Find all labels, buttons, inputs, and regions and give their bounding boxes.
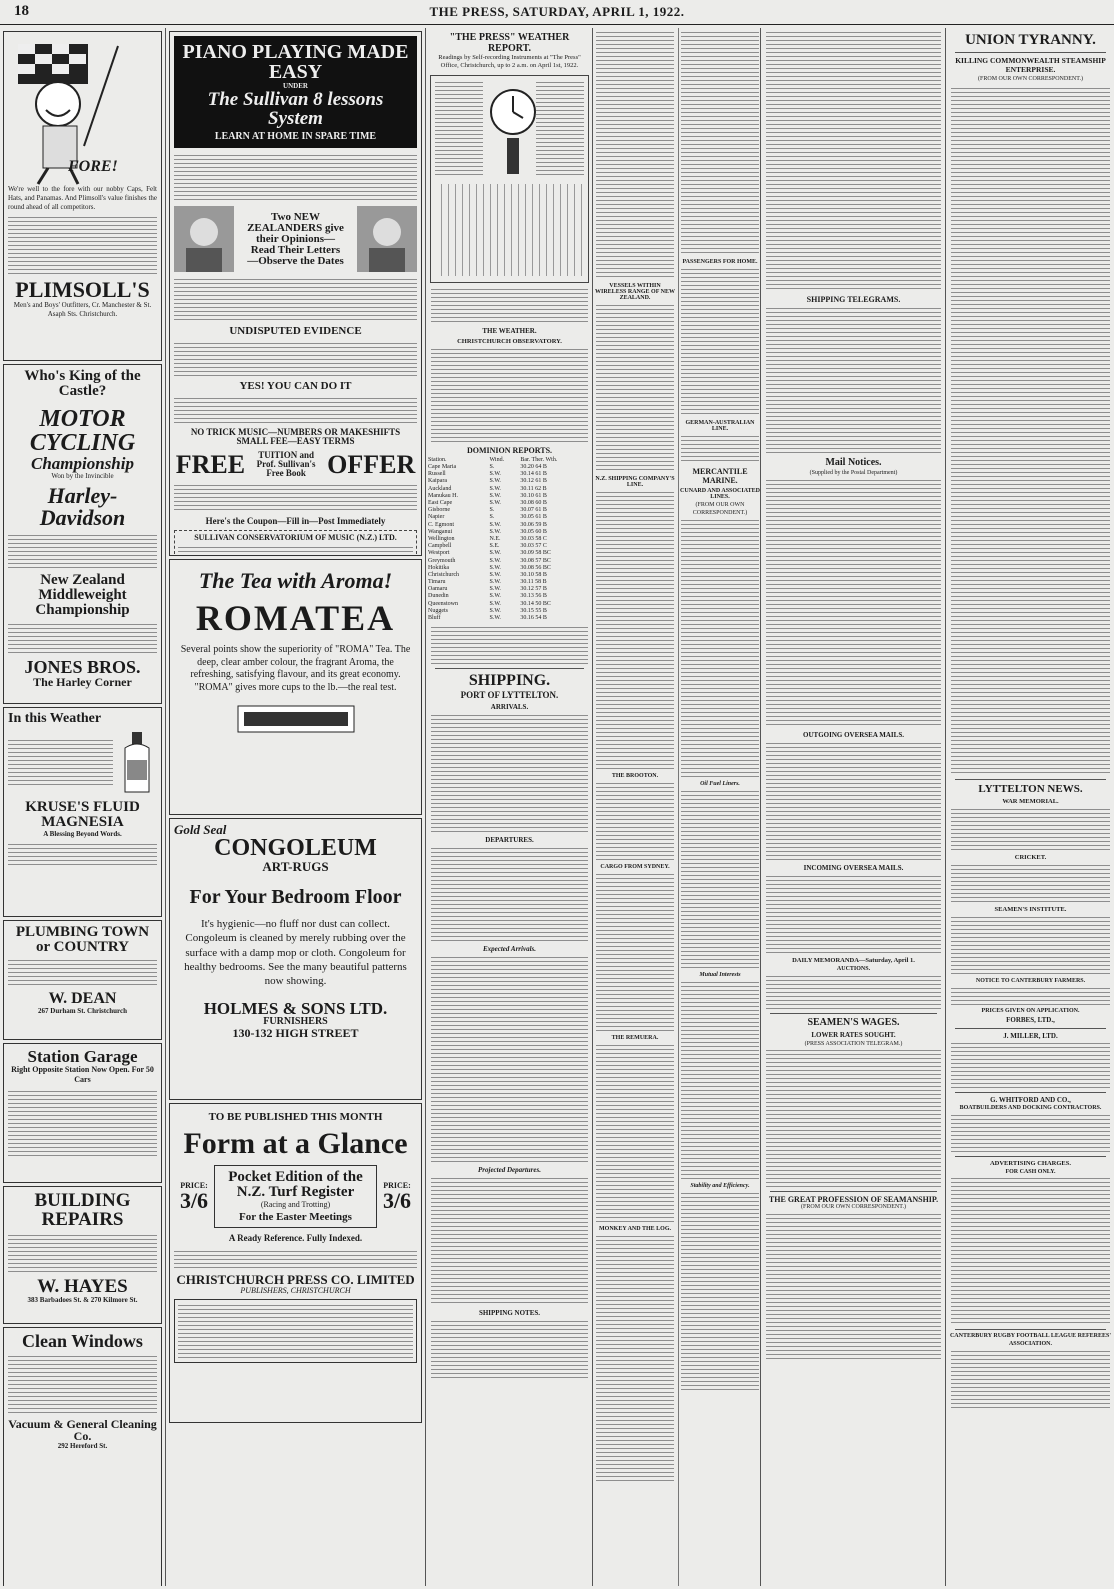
hayes-address: 383 Barbadoes St. & 270 Kilmore St.: [27, 1296, 138, 1304]
conservatorium-name: SULLIVAN CONSERVATORIUM OF MUSIC (N.Z.) LTD.: [194, 533, 397, 542]
press-publishers: PUBLISHERS, CHRISTCHURCH: [240, 1286, 351, 1295]
col-telegrams-mails: [762, 28, 945, 1586]
body-text-lines: [8, 622, 157, 654]
congoleum-copy: It's hygienic—no fluff nor dust can collect. Congoleum is cleaned by merely rubbing over the surface with a damp mop or cloth. Congoleum for healthy bedrooms. See the many beautiful patterns now showing.: [184, 918, 407, 988]
column-rule: [945, 28, 946, 1586]
body-text-lines: [766, 874, 941, 954]
body-text-lines: [431, 713, 588, 833]
body-text-lines: [431, 347, 588, 443]
harley-corner: The Harley Corner: [33, 674, 132, 689]
outgoing-mails-heading: OUTGOING OVERSEA MAILS.: [803, 730, 904, 739]
station-row: Campbell S.E. 30.03 57 C: [428, 543, 547, 550]
price-value: 3/6: [382, 1187, 412, 1213]
body-text-lines: [174, 277, 417, 321]
harley-who: Who's King of the Castle?: [24, 368, 141, 399]
col-union-lyttelton: [947, 28, 1114, 1586]
station-row: Hokitika S.W. 30.08 56 BC: [428, 564, 551, 571]
bottle-illustration: [117, 730, 157, 794]
plimsoll-address: Men's and Boys' Outfitters, Cr. Manchester & St. Asaph Sts. Christchurch.: [13, 301, 152, 318]
body-text-lines: [8, 842, 157, 868]
undisputed-evidence: UNDISPUTED EVIDENCE: [229, 325, 362, 337]
portrait-photo: [174, 206, 234, 272]
building-ad: [3, 1186, 162, 1324]
cargo-heading: CARGO FROM SYDNEY.: [600, 864, 670, 870]
offer-word: OFFER: [327, 449, 416, 479]
station-row: Wellington N.E. 30.03 58 C: [428, 535, 547, 542]
incoming-mails-heading: INCOMING OVERSEA MAILS.: [803, 863, 904, 872]
two-new-zealanders: Two NEW ZEALANDERS give their Opinions—Read Their Letters—Observe the Dates: [247, 210, 344, 267]
jones-bros: JONES BROS.: [24, 656, 141, 677]
body-text-lines: [431, 846, 588, 942]
station-row: Greymouth S.W. 30.08 57 BC: [428, 557, 551, 564]
kruse-weather: In this Weather: [8, 711, 102, 726]
nzsc-heading: N.Z. SHIPPING COMPANY'S LINE.: [595, 476, 675, 488]
masthead: THE PRESS, SATURDAY, APRIL 1, 1922.: [429, 4, 685, 19]
body-text-lines: [681, 789, 759, 969]
body-text-lines: [766, 1212, 941, 1362]
body-text-lines: [681, 518, 759, 778]
own-correspondent: (FROM OUR OWN CORRESPONDENT.): [801, 1204, 906, 1211]
body-text-lines: [766, 974, 941, 1010]
plumbing-title: PLUMBING TOWN or COUNTRY: [15, 924, 150, 955]
price-label: PRICE:: [180, 1180, 208, 1190]
whitford-co: G. WHITFORD AND CO.,: [990, 1095, 1071, 1104]
holmes-address: 130-132 HIGH STREET: [232, 1026, 359, 1041]
body-text-lines: [596, 303, 674, 473]
vacuum-address: 292 Hereford St.: [57, 1442, 108, 1450]
body-text-lines: [681, 980, 759, 1180]
plimsoll-ad: [3, 31, 162, 361]
sullivan-system: The Sullivan 8 lessons System: [207, 89, 384, 129]
station-row: Cape Maria S. 30.20 64 B: [428, 464, 547, 471]
monkey-heading: MONKEY AND THE LOG.: [598, 1226, 671, 1232]
col-weather-shipping: [427, 28, 592, 1586]
station-row: Queenstown S.W. 30.14 50 BC: [428, 600, 551, 607]
station-row: Russell S.W. 30.14 61 B: [428, 471, 547, 478]
press-association: (PRESS ASSOCIATION TELEGRAM.): [804, 1040, 903, 1047]
station-sub: Right Opposite Station Now Open. For 50 Cars: [11, 1065, 154, 1084]
seamens-wages-heading: SEAMEN'S WAGES.: [807, 1016, 900, 1028]
clock-dial: [487, 82, 539, 178]
piano-headline: PIANO PLAYING MADE EASY: [182, 41, 409, 83]
shipping-heading: SHIPPING.: [468, 672, 551, 690]
kruse-name: KRUSE'S FLUID MAGNESIA: [25, 799, 140, 830]
advertising-charges-heading: ADVERTISING CHARGES.: [989, 1159, 1072, 1167]
body-text-lines: [681, 267, 759, 417]
body-text-lines: [435, 80, 483, 176]
weather-report-sub: Readings by Self-recording Instruments at "The Press" Office, Christchurch, up to 2 a.m. on April 1st, 1922.: [438, 54, 581, 70]
gold-seal: Gold Seal: [174, 822, 227, 837]
port-heading: PORT OF LYTTELTON.: [460, 690, 559, 701]
dominion-reports-heading: DOMINION REPORTS.: [466, 445, 553, 455]
romatea-copy: Several points show the superiority of "ROMA" Tea. The deep, clear amber colour, the fragrant Aroma, the refreshing, satisfying flavour, and its great economy. "ROMA" gives more cups to the lb.—the real test.: [180, 644, 411, 693]
body-text-lines: [596, 781, 674, 861]
remuera-heading: THE REMUERA.: [611, 1035, 659, 1041]
dr-header-bar: Bar. Ther. Wth.: [520, 456, 558, 463]
body-text-lines: [596, 872, 674, 1032]
body-text-lines: [8, 1354, 157, 1414]
seamens-institute-heading: SEAMEN'S INSTITUTE.: [994, 905, 1067, 913]
dominion-reports-table: [427, 457, 592, 622]
price-label: PRICE:: [383, 1180, 411, 1190]
tea-packet-illustration: [236, 702, 356, 736]
station-row: Gisborne S. 30.07 61 B: [428, 507, 547, 514]
harley-champ: Championship: [31, 454, 134, 473]
hayes-name: W. HAYES: [37, 1276, 128, 1297]
observatory-heading: CHRISTCHURCH OBSERVATORY.: [457, 337, 562, 345]
clean-title: Clean Windows: [22, 1331, 143, 1351]
sullivan-ad: [169, 31, 422, 556]
station-row: C. Egmont S.W. 30.06 59 B: [428, 521, 547, 528]
price-value: 3/6: [179, 1187, 209, 1213]
press-company: CHRISTCHURCH PRESS CO. LIMITED: [176, 1272, 415, 1287]
brooton-heading: THE BROOTON.: [611, 773, 659, 779]
cricket-heading: CRICKET.: [1014, 853, 1047, 861]
body-text-lines: [8, 533, 157, 569]
body-text-lines: [766, 1048, 941, 1188]
building-title: BUILDING REPAIRS: [34, 1190, 131, 1230]
body-text-lines: [951, 986, 1110, 1008]
learn-home: LEARN AT HOME IN SPARE TIME: [214, 131, 377, 142]
shipping-subcolumn: [594, 28, 676, 1586]
passengers-heading: PASSENGERS FOR HOME.: [682, 259, 758, 265]
station-row: Timaru S.W. 30.11 58 B: [428, 579, 547, 586]
page-header: [0, 0, 1114, 25]
body-text-lines: [431, 955, 588, 1163]
racing-trotting: (Racing and Trotting): [260, 1200, 331, 1209]
body-text-lines: [951, 915, 1110, 975]
notice-farmers-heading: NOTICE TO CANTERBURY FARMERS.: [975, 977, 1086, 984]
plimsoll-name: PLIMSOLL'S: [15, 277, 150, 303]
page-number: 18: [14, 3, 29, 19]
body-text-lines: [8, 1089, 157, 1159]
station-name: Station Garage: [27, 1047, 138, 1066]
congoleum-ad: [169, 818, 422, 1100]
union-tyranny-heading: UNION TYRANNY.: [965, 32, 1096, 48]
miller-ltd: J. MILLER, LTD.: [1003, 1031, 1058, 1040]
order-form-box[interactable]: [174, 1299, 417, 1363]
dean-address: 267 Durham St. Christchurch: [38, 1007, 127, 1015]
pocket-edition: Pocket Edition of the N.Z. Turf Register: [228, 1169, 363, 1200]
column-rule: [592, 28, 593, 1586]
harley-nz-middle: New Zealand Middleweight Championship: [35, 571, 130, 618]
under-label: UNDER: [283, 82, 308, 90]
prices-given: PRICES GIVEN ON APPLICATION.: [981, 1007, 1080, 1014]
passenger-subcolumn: [678, 28, 760, 1586]
body-text-lines: [431, 625, 588, 665]
free-word: FREE: [175, 449, 246, 479]
lyttelton-news-heading: LYTTELTON NEWS.: [978, 782, 1083, 795]
body-text-lines: [681, 1191, 759, 1391]
body-text-lines: [8, 958, 157, 988]
col-small-ads: [0, 28, 165, 1586]
body-text-lines: [174, 1249, 417, 1269]
plumbing-ad: [3, 920, 162, 1040]
column-rule: [425, 28, 426, 1586]
harley-name: Harley-Davidson: [39, 482, 126, 530]
no-trick-music: NO TRICK MUSIC—NUMBERS OR MAKESHIFTS SMALL FEE—EASY TERMS: [190, 427, 401, 446]
departures-heading: DEPARTURES.: [485, 836, 534, 845]
body-text-lines: [766, 478, 941, 728]
body-text-lines: [951, 1113, 1110, 1153]
holmes-name: HOLMES & SONS LTD.: [203, 999, 388, 1019]
expected-heading: Expected Arrivals.: [482, 945, 536, 954]
station-row: Christchurch S.W. 30.10 58 B: [428, 571, 547, 578]
harley-won: Won by the Invincible: [51, 472, 114, 480]
coupon-box[interactable]: [174, 530, 417, 556]
body-text-lines: [681, 434, 759, 464]
station-row: East Cape S.W. 30.08 60 B: [428, 500, 547, 506]
body-text-lines: [178, 545, 413, 556]
shipping-notes-heading: SHIPPING NOTES.: [478, 1309, 541, 1318]
forbes-ltd: FORBES, LTD.,: [1006, 1015, 1055, 1024]
publish-month: TO BE PUBLISHED THIS MONTH: [208, 1111, 383, 1123]
body-text-lines: [766, 30, 941, 292]
body-text-lines: [536, 80, 584, 176]
cunard-heading: CUNARD AND ASSOCIATED LINES.: [680, 488, 760, 500]
mail-notices-heading: Mail Notices.: [825, 457, 882, 468]
station-row: Wanganui S.W. 30.05 60 B: [428, 528, 547, 535]
station-row: Bluff S.W. 30.16 54 B: [428, 615, 547, 621]
weather-report-title: "THE PRESS" WEATHER REPORT.: [449, 32, 570, 54]
station-row: Napier S. 30.05 61 B: [428, 514, 547, 521]
body-text-lines: [8, 1233, 157, 1273]
own-correspondent: (FROM OUR OWN CORRESPONDENT.): [978, 76, 1083, 82]
tuition-text: TUITION and Prof. Sullivan's Free Book: [256, 450, 316, 478]
easter-meetings: For the Easter Meetings: [239, 1211, 352, 1223]
great-profession-heading: THE GREAT PROFESSION OF SEAMANSHIP.: [768, 1195, 939, 1205]
ready-reference: A Ready Reference. Fully Indexed.: [228, 1233, 363, 1243]
body-text-lines: [8, 215, 157, 275]
lower-rates-heading: LOWER RATES SOUGHT.: [811, 1030, 896, 1039]
mutual-heading: Mutual Interests: [699, 971, 741, 978]
body-text-lines: [431, 287, 588, 325]
projected-heading: Projected Departures.: [478, 1166, 541, 1175]
romatea-ad: [169, 559, 422, 815]
column-rule: [760, 28, 761, 1586]
clean-windows-ad: [3, 1327, 162, 1586]
kruse-ad: [3, 707, 162, 917]
station-row: Kaipara S.W. 30.12 61 B: [428, 478, 547, 485]
body-text-lines: [174, 483, 417, 513]
station-row: Westport S.W. 30.09 58 BC: [428, 550, 551, 557]
body-text-lines: [174, 341, 417, 377]
sullivan-banner: [174, 36, 417, 148]
body-text-lines: [951, 1041, 1110, 1089]
harley-ad: [3, 364, 162, 704]
body-text-lines: [596, 1043, 674, 1223]
barograph-grid: [435, 184, 584, 276]
body-text-lines: [174, 153, 417, 201]
body-text-lines: [951, 1349, 1110, 1409]
mail-notices-sub: (Supplied by the Postal Department): [809, 470, 898, 476]
body-text-lines: [596, 490, 674, 770]
dr-header-station: Station.: [428, 456, 447, 463]
german-line-heading: GERMAN-AUSTRALIAN LINE.: [685, 420, 755, 432]
bedroom-floor: For Your Bedroom Floor: [189, 886, 402, 908]
body-text-lines: [951, 807, 1110, 851]
dean-name: W. DEAN: [48, 990, 117, 1007]
boatbuilders: BOATBUILDERS AND DOCKING CONTRACTORS.: [959, 1104, 1102, 1111]
coupon-line: Here's the Coupon—Fill in—Post Immediately: [205, 516, 386, 526]
col-shipping-news: [594, 28, 760, 1586]
col-display-ads: [166, 28, 425, 1586]
body-text-lines: [681, 30, 759, 256]
body-text-lines: [951, 863, 1110, 903]
holmes-furnishers: FURNISHERS: [263, 1016, 328, 1028]
stability-heading: Stability and Efficiency.: [690, 1182, 750, 1189]
plimsoll-copy: We're well to the fore with our nobby Caps, Felt Hats, and Panamas. And Plimsoll's value finishes the round ahead of all competitors.: [8, 185, 157, 211]
mercantile-heading: MERCANTILE MARINE.: [692, 467, 748, 485]
station-row: Nuggets S.W. 30.15 55 B: [428, 607, 547, 614]
oil-fuel-heading: Oil Fuel Liners.: [700, 780, 740, 787]
vessels-heading: VESSELS WITHIN WIRELESS RANGE OF NEW ZEALAND.: [595, 283, 675, 301]
daily-memoranda-heading: DAILY MEMORANDA—Saturday, April 1.: [792, 956, 915, 964]
romatea-name: ROMATEA: [195, 598, 396, 638]
shipping-telegrams-heading: SHIPPING TELEGRAMS.: [806, 295, 901, 304]
tea-aroma: The Tea with Aroma!: [198, 568, 393, 593]
dr-header-wind: Wind.: [489, 456, 505, 463]
turf-register-ad: [169, 1103, 422, 1423]
yes-you-can: YES! YOU CAN DO IT: [239, 380, 352, 392]
body-text-lines: [431, 1176, 588, 1306]
form-glance: Form at a Glance: [183, 1127, 408, 1160]
station-row: Auckland S.W. 30.11 62 B: [428, 485, 547, 492]
vacuum-name: Vacuum & General Cleaning Co.: [8, 1417, 157, 1443]
body-text-lines: [596, 30, 674, 280]
art-rugs: ART-RUGS: [262, 859, 329, 874]
auctions-heading: AUCTIONS.: [836, 965, 871, 972]
body-text-lines: [951, 1176, 1110, 1326]
body-text-lines: [431, 1319, 588, 1379]
portrait-photo: [357, 206, 417, 272]
cash-only: FOR CASH ONLY.: [1005, 1168, 1056, 1175]
body-text-lines: [951, 86, 1110, 776]
arrivals-heading: ARRIVALS.: [490, 703, 529, 712]
kruse-blessing: A Blessing Beyond Words.: [43, 830, 122, 838]
rugby-referees: CANTERBURY RUGBY FOOTBALL LEAGUE REFEREES' ASSOCIATION.: [949, 1333, 1112, 1348]
body-text-lines: [596, 1234, 674, 1484]
station-garage-ad: [3, 1043, 162, 1183]
body-text-lines: [178, 1303, 413, 1359]
congoleum-name: CONGOLEUM: [214, 835, 377, 861]
fore-headline: FORE!: [68, 158, 118, 175]
body-text-lines: [766, 741, 941, 861]
body-text-lines: [766, 306, 941, 454]
barograph-chart: [430, 75, 589, 283]
body-text-lines: [8, 738, 113, 786]
the-weather-heading: THE WEATHER.: [482, 326, 537, 335]
own-correspondent: (FROM OUR OWN CORRESPONDENT.): [692, 502, 748, 516]
body-text-lines: [174, 396, 417, 424]
killing-commonwealth-heading: KILLING COMMONWEALTH STEAMSHIP ENTERPRISE.: [955, 56, 1106, 74]
harley-motor: MOTOR CYCLING: [29, 406, 136, 456]
station-row: Dunedin S.W. 30.13 56 B: [428, 593, 547, 600]
station-row: Manukau H. S.W. 30.10 61 B: [428, 492, 547, 499]
station-row: Oamaru S.W. 30.12 57 B: [428, 586, 547, 593]
war-memorial-heading: WAR MEMORIAL.: [1002, 797, 1059, 805]
